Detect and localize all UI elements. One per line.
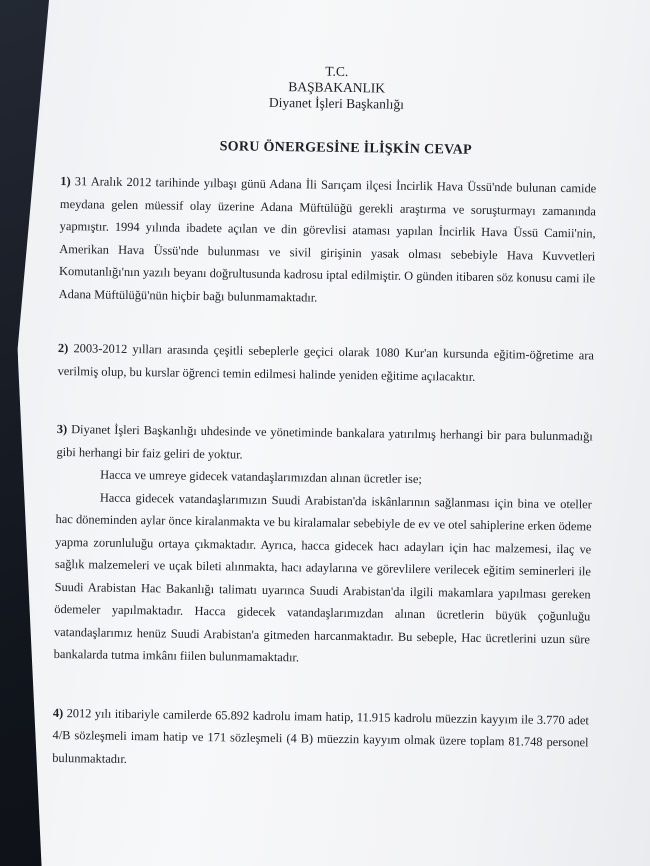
answer-paragraph-2 bbox=[58, 337, 595, 389]
answer-paragraph-1 bbox=[59, 170, 597, 312]
header-institution: BAŞBAKANLIK bbox=[288, 79, 386, 96]
header-department: Diyanet İşleri Başkanlığı bbox=[268, 94, 405, 112]
header-country: T.C. bbox=[325, 63, 349, 79]
paragraph-text: 31 Aralık 2012 tarihinde yılbaşı günü Adana İli Sarıçam ilçesi İncirlik Hava Üssü'nde bulunan camide meydana gelen müessif olay üzerine Adana Müftülüğü gerekli araştırma ve soruşturmayı zamanında yapmıştır. 1994 yılında ibadete açılan ve din görevlisi ataması yapılan İncirlik Hava Üssü Camii'nin, Amerikan Hava Üssü'nde bulunması ve sivil girişinin yasak olması sebebiyle Hava Kuvvetleri Komutanlığı'nın yazılı beyanı doğrultusunda kadrosu iptal edilmiştir. O günden itibaren söz konusu cami ile Adana Müftülüğü'nün hiçbir bağı bulunmamaktadır. bbox=[58, 174, 597, 305]
paragraph-text: 2003-2012 yılları arasında çeşitli sebeplerle geçici olarak 1080 Kur'an kursunda eğitim-öğretime ara verilmiş olup, bu kurslar öğrenci temin edilmesi halinde yeniden eğitime açılacaktır. bbox=[57, 341, 595, 384]
paragraph-number: 3) bbox=[56, 421, 68, 437]
paragraph-number: 4) bbox=[52, 705, 64, 720]
answer-paragraph-4 bbox=[52, 701, 589, 776]
answer-paragraph-3-detail: Hacca gidecek vatandaşlarımızın Suudi Arabistan'da iskânlarının sağlanması için bina ve oteller hac döneminden aylar önce kiralanmakta ve bu kiralamalar sebebiyle de ev ve otel sahiplerine erken ödeme yapma zorunluluğu ortaya çıkmaktadır. Ayrıca, hacca gidecek hacı adayları için hac malzemesi, ilaç ve sağlık malzemeleri ve uçak bileti alınmakta, hacı adaylarına ve görevlilere verilecek eğitim seminerleri ile Suudi Arabistan Hac Bakanlığı talimatı uyarınca Suudi Arabistan'da ilgili makamlara yapılması gereken ödemeler yapılmaktadır. Hacca gidecek vatandaşlarımızdan alınan ücretlerin büyük çoğunluğu vatandaşlarımız henüz Suudi Arabistan'a gitmeden harcanmaktadır. Bu sebeple, Hac ücretlerini uzun süre bankalarda tutma imkânı fiilen bulunmamaktadır. bbox=[53, 490, 592, 665]
paragraph-number: 1) bbox=[60, 173, 71, 189]
paragraph-text: 2012 yılı itibariyle camilerde 65.892 kadrolu imam hatip, 11.915 kadrolu müezzin kayyım ile 3.770 adet 4/B sözleşmeli imam hatip ve 171 sözleşmeli (4 B) müezzin kayyım olmak üzere toplam 81.748 personel bulunmaktadır. bbox=[52, 705, 589, 766]
answer-paragraph-3 bbox=[56, 418, 593, 470]
document-header bbox=[75, 60, 598, 115]
paragraph-number: 2) bbox=[57, 340, 69, 356]
answer-paragraph-3-intro: Hacca ve umreye gidecek vatandaşlarımızdan alınan ücretler ise; bbox=[100, 467, 422, 487]
document-content bbox=[52, 60, 598, 776]
document-title: SORU ÖNERGESİNE İLİŞKİN CEVAP bbox=[219, 139, 473, 158]
paragraph-text: Diyanet İşleri Başkanlığı uhdesinde ve yönetiminde bankalara yatırılmış herhangi bir para bulunmadığı gibi herhangi bir faiz geliri de yoktur. bbox=[56, 422, 593, 462]
